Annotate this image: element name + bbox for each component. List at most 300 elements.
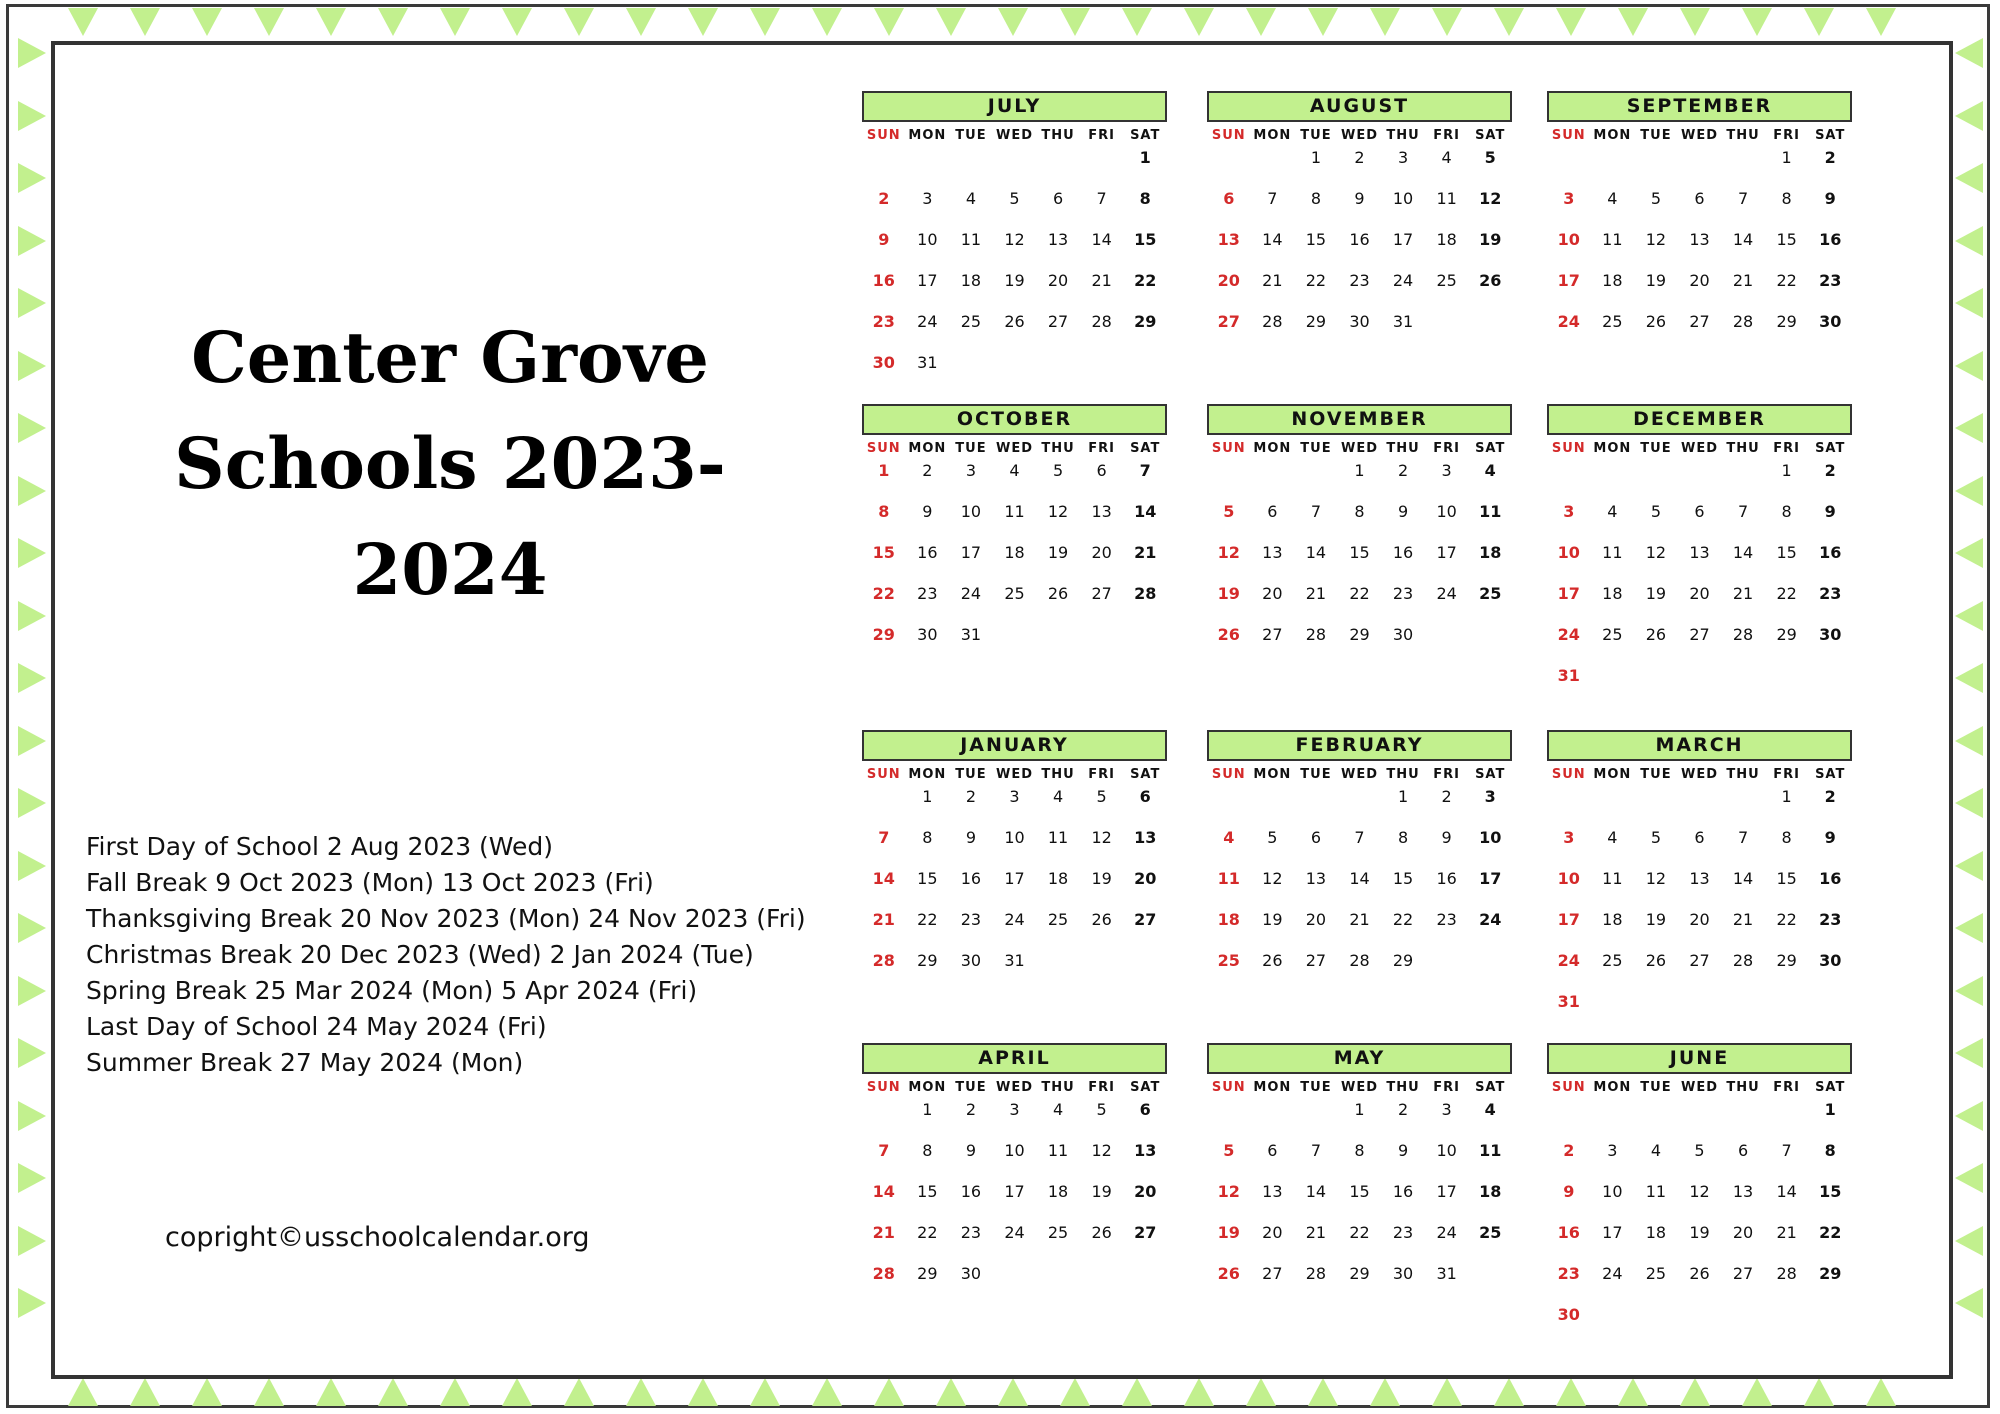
day-cell: 28: [1732, 951, 1754, 970]
day-cell: 28: [1732, 625, 1754, 644]
day-cell: 20: [1047, 271, 1069, 290]
day-cell: 10: [960, 502, 982, 521]
border-triangle: [316, 1378, 346, 1406]
week-row: [862, 353, 1167, 394]
day-cell: 26: [1645, 625, 1667, 644]
day-cell: 11: [1479, 1141, 1502, 1160]
weekday-label: SUN: [866, 767, 901, 782]
day-cell: 21: [1732, 584, 1754, 603]
day-cell: 30: [1392, 625, 1414, 644]
day-cell: 3: [922, 189, 933, 208]
day-cell: [1080, 353, 1124, 394]
week-row: [1207, 1264, 1512, 1305]
day-cell: 25: [1479, 1223, 1502, 1242]
month-calendar-november: [1207, 404, 1512, 666]
day-cell: 9: [922, 502, 933, 521]
day-cell: [1721, 1100, 1765, 1141]
day-cell: 21: [872, 1223, 895, 1242]
border-triangle: [750, 8, 780, 36]
week-row: [862, 828, 1167, 869]
week-row: [1207, 461, 1512, 502]
border-triangle: [254, 1378, 284, 1406]
day-cell: 8: [1310, 189, 1322, 208]
week-row: [862, 189, 1167, 230]
week-row: [862, 230, 1167, 271]
day-cell: 27: [1262, 1264, 1283, 1283]
day-cell: 17: [1479, 869, 1502, 888]
day-cell: 12: [1645, 230, 1667, 249]
day-cell: 23: [872, 312, 895, 331]
week-row: [862, 1264, 1167, 1305]
day-cell: 13: [1134, 1141, 1157, 1160]
day-cell: 24: [1436, 1223, 1457, 1242]
day-cell: 2: [1824, 148, 1836, 167]
week-row: [862, 910, 1167, 951]
border-triangle: [1955, 788, 1983, 818]
weekday-label: FRI: [1773, 767, 1800, 782]
day-cell: 14: [1732, 230, 1754, 249]
weekday-label: SAT: [1475, 767, 1506, 782]
border-triangle: [18, 1226, 46, 1256]
weekday-label: WED: [1340, 767, 1378, 782]
border-triangle: [1680, 8, 1710, 36]
border-triangle: [1308, 8, 1338, 36]
weekday-header-row: [1207, 128, 1512, 148]
day-cell: 1: [1781, 148, 1792, 167]
day-cell: 11: [1645, 1182, 1667, 1201]
day-cell: 21: [872, 910, 895, 929]
day-cell: 8: [1781, 828, 1792, 847]
day-cell: [1547, 148, 1591, 189]
weekday-label: FRI: [1433, 128, 1460, 143]
week-row: [1547, 951, 1852, 992]
month-name: FEBRUARY: [1207, 730, 1512, 761]
border-triangle: [936, 1378, 966, 1406]
day-cell: 29: [1392, 951, 1414, 970]
day-cell: 7: [878, 1141, 890, 1160]
day-cell: 6: [1052, 189, 1064, 208]
day-cell: 12: [1479, 189, 1502, 208]
event-item: Fall Break 9 Oct 2023 (Mon) 13 Oct 2023 (Fri): [86, 868, 654, 897]
day-cell: 5: [1009, 189, 1020, 208]
border-triangle: [1804, 8, 1834, 36]
border-triangle: [874, 1378, 904, 1406]
day-cell: 21: [1732, 910, 1754, 929]
day-cell: 23: [1436, 910, 1457, 929]
day-cell: 11: [1047, 828, 1069, 847]
day-cell: 14: [1134, 502, 1157, 521]
day-cell: 8: [1781, 502, 1792, 521]
day-cell: 1: [1397, 787, 1409, 806]
day-cell: 14: [1732, 543, 1754, 562]
day-cell: [1678, 787, 1722, 828]
day-cell: 29: [1776, 312, 1797, 331]
weekday-label: SUN: [1211, 128, 1246, 143]
day-cell: 10: [1436, 502, 1457, 521]
weekday-label: WED: [995, 441, 1033, 456]
day-cell: 16: [872, 271, 895, 290]
border-triangle: [1955, 1038, 1983, 1068]
weekday-label: SAT: [1475, 128, 1506, 143]
day-cell: 19: [1645, 271, 1667, 290]
day-cell: 29: [1776, 951, 1797, 970]
day-cell: 18: [960, 271, 982, 290]
weekday-label: WED: [995, 1080, 1033, 1095]
day-cell: 2: [1824, 461, 1836, 480]
day-cell: [1036, 1264, 1080, 1305]
day-cell: 14: [1091, 230, 1112, 249]
day-cell: 14: [872, 869, 895, 888]
day-cell: 2: [1397, 461, 1409, 480]
day-cell: [1547, 787, 1591, 828]
event-item: Thanksgiving Break 20 Nov 2023 (Mon) 24 Nov 2023 (Fri): [86, 904, 806, 933]
day-cell: 2: [1824, 787, 1836, 806]
day-cell: 20: [1305, 910, 1327, 929]
weekday-label: TUE: [1640, 441, 1672, 456]
day-cell: 5: [1694, 1141, 1705, 1160]
day-cell: 20: [1217, 271, 1240, 290]
day-cell: 26: [1091, 1223, 1112, 1242]
weekday-header-row: [862, 128, 1167, 148]
day-cell: 12: [1091, 828, 1112, 847]
weekday-label: MON: [1593, 128, 1632, 143]
day-cell: [1425, 625, 1469, 666]
day-cell: 19: [1479, 230, 1502, 249]
weekday-label: WED: [1340, 128, 1378, 143]
day-cell: 23: [1392, 584, 1414, 603]
day-cell: [1591, 1305, 1635, 1346]
day-cell: [1123, 625, 1167, 666]
event-item: Spring Break 25 Mar 2024 (Mon) 5 Apr 2024 (Fri): [86, 976, 698, 1005]
weekday-header-row: [1547, 1080, 1852, 1100]
border-triangle: [1955, 538, 1983, 568]
week-row: [1547, 1100, 1852, 1141]
day-cell: 17: [1557, 584, 1580, 603]
day-cell: 22: [917, 910, 938, 929]
day-cell: 16: [1819, 869, 1842, 888]
weekday-header-row: [862, 767, 1167, 787]
day-cell: 28: [872, 951, 895, 970]
week-row: [862, 312, 1167, 353]
border-triangle: [1184, 8, 1214, 36]
border-triangle: [1370, 8, 1400, 36]
week-row: [1547, 312, 1852, 353]
day-cell: 4: [1223, 828, 1235, 847]
day-cell: 18: [1479, 543, 1502, 562]
day-cell: 9: [1397, 1141, 1409, 1160]
day-cell: 25: [1047, 910, 1069, 929]
border-triangle: [1060, 1378, 1090, 1406]
day-cell: 31: [917, 353, 938, 372]
border-triangle: [1556, 1378, 1586, 1406]
day-cell: 16: [1392, 543, 1414, 562]
day-cell: 11: [1602, 869, 1623, 888]
day-cell: 3: [1563, 502, 1575, 521]
week-row: [1547, 992, 1852, 1033]
day-cell: 27: [1689, 312, 1710, 331]
weekday-label: TUE: [1300, 767, 1332, 782]
day-cell: [1678, 1100, 1722, 1141]
day-cell: 31: [1436, 1264, 1457, 1283]
day-cell: [1468, 1264, 1512, 1305]
day-cell: [1338, 787, 1382, 828]
day-cell: 30: [917, 625, 938, 644]
day-cell: 31: [1004, 951, 1025, 970]
day-cell: [1765, 666, 1809, 707]
day-cell: 30: [1819, 625, 1842, 644]
day-cell: [1080, 625, 1124, 666]
day-cell: 18: [1217, 910, 1240, 929]
day-cell: 11: [1047, 1141, 1069, 1160]
border-triangle: [626, 1378, 656, 1406]
day-cell: 4: [1607, 828, 1618, 847]
event-item: Christmas Break 20 Dec 2023 (Wed) 2 Jan 2024 (Tue): [86, 940, 754, 969]
day-cell: 4: [1484, 461, 1496, 480]
month-calendar-june: [1547, 1043, 1852, 1346]
border-triangle: [378, 1378, 408, 1406]
weekday-label: THU: [1726, 1080, 1760, 1095]
week-row: [862, 1182, 1167, 1223]
day-cell: 21: [1305, 1223, 1327, 1242]
day-cell: 19: [1091, 1182, 1112, 1201]
day-cell: 9: [1563, 1182, 1575, 1201]
day-cell: [1591, 787, 1635, 828]
day-cell: [1123, 951, 1167, 992]
day-cell: 8: [1397, 828, 1409, 847]
day-cell: [1036, 148, 1080, 189]
day-cell: 9: [878, 230, 890, 249]
day-cell: 21: [1349, 910, 1370, 929]
day-cell: [1468, 625, 1512, 666]
day-cell: 28: [1776, 1264, 1797, 1283]
day-cell: [862, 1100, 906, 1141]
day-cell: 29: [872, 625, 895, 644]
event-list: [86, 829, 806, 1081]
weekday-label: THU: [1386, 128, 1420, 143]
weekday-header-row: [1547, 767, 1852, 787]
day-cell: 14: [1349, 869, 1370, 888]
day-cell: 13: [1262, 1182, 1283, 1201]
day-cell: [1721, 461, 1765, 502]
border-triangle: [18, 1163, 46, 1193]
day-cell: [1036, 625, 1080, 666]
day-cell: 10: [1557, 543, 1580, 562]
week-row: [1207, 230, 1512, 271]
day-cell: 28: [1305, 625, 1327, 644]
day-cell: 20: [1091, 543, 1112, 562]
week-row: [862, 1100, 1167, 1141]
day-cell: 26: [1217, 1264, 1240, 1283]
day-cell: 27: [1217, 312, 1240, 331]
day-cell: 18: [1602, 584, 1623, 603]
day-cell: [1634, 666, 1678, 707]
weekday-label: FRI: [1773, 128, 1800, 143]
day-cell: 28: [872, 1264, 895, 1283]
day-cell: 12: [1645, 543, 1667, 562]
day-cell: 28: [1732, 312, 1754, 331]
day-cell: 24: [1436, 584, 1457, 603]
day-cell: 31: [1557, 666, 1580, 685]
day-cell: 12: [1217, 1182, 1240, 1201]
weekday-label: MON: [908, 767, 947, 782]
border-triangle: [130, 8, 160, 36]
day-cell: 10: [1392, 189, 1414, 208]
border-triangle: [440, 1378, 470, 1406]
day-cell: [906, 148, 950, 189]
day-cell: 5: [1223, 502, 1235, 521]
day-cell: 2: [1354, 148, 1365, 167]
day-cell: 6: [1694, 828, 1705, 847]
day-cell: [1425, 951, 1469, 992]
week-row: [1207, 625, 1512, 666]
day-cell: 14: [1305, 543, 1327, 562]
day-cell: 15: [1776, 230, 1797, 249]
day-cell: 9: [1824, 189, 1836, 208]
week-row: [862, 461, 1167, 502]
day-cell: 7: [1737, 502, 1749, 521]
day-cell: 6: [1223, 189, 1235, 208]
week-row: [1207, 1182, 1512, 1223]
day-cell: 10: [1557, 869, 1580, 888]
weekday-label: MON: [1253, 441, 1292, 456]
border-triangle: [812, 8, 842, 36]
weekday-label: TUE: [955, 128, 987, 143]
weekday-label: WED: [1680, 767, 1718, 782]
weekday-label: WED: [1680, 1080, 1718, 1095]
border-triangle: [564, 1378, 594, 1406]
day-cell: 24: [1392, 271, 1414, 290]
day-cell: [1591, 461, 1635, 502]
weekday-label: SUN: [1551, 767, 1586, 782]
day-cell: 31: [1392, 312, 1414, 331]
weekday-label: THU: [1726, 767, 1760, 782]
day-cell: 24: [1004, 910, 1025, 929]
day-cell: 26: [1645, 312, 1667, 331]
event-item: Summer Break 27 May 2024 (Mon): [86, 1048, 524, 1077]
title-line: Center Grove: [191, 316, 709, 399]
day-cell: 13: [1689, 543, 1710, 562]
month-calendar-december: [1547, 404, 1852, 707]
day-cell: 23: [1819, 584, 1842, 603]
border-triangle: [812, 1378, 842, 1406]
day-cell: 5: [1650, 828, 1662, 847]
day-cell: 9: [965, 1141, 977, 1160]
day-cell: 14: [1732, 869, 1754, 888]
week-row: [862, 271, 1167, 312]
day-cell: [1468, 312, 1512, 353]
day-cell: 17: [1436, 1182, 1457, 1201]
day-cell: 3: [965, 461, 977, 480]
month-name: MAY: [1207, 1043, 1512, 1074]
day-cell: 19: [1217, 584, 1240, 603]
day-cell: 19: [1047, 543, 1069, 562]
day-cell: 29: [1776, 625, 1797, 644]
border-triangle: [1955, 226, 1983, 256]
border-triangle: [18, 663, 46, 693]
weekday-label: FRI: [1433, 767, 1460, 782]
day-cell: 5: [1267, 828, 1278, 847]
day-cell: 1: [1824, 1100, 1836, 1119]
day-cell: 1: [878, 461, 890, 480]
month-calendar-july: [862, 91, 1167, 394]
weekday-label: MON: [1253, 767, 1292, 782]
day-cell: 28: [1262, 312, 1283, 331]
day-cell: [1765, 1305, 1809, 1346]
week-row: [1547, 1305, 1852, 1346]
border-triangle: [18, 413, 46, 443]
day-cell: 24: [1479, 910, 1502, 929]
day-cell: 18: [1602, 271, 1623, 290]
day-cell: 1: [1354, 1100, 1365, 1119]
day-cell: 9: [1354, 189, 1365, 208]
weekday-label: MON: [908, 441, 947, 456]
day-cell: 26: [1217, 625, 1240, 644]
day-cell: [1468, 951, 1512, 992]
weekday-label: THU: [1386, 1080, 1420, 1095]
month-calendar-august: [1207, 91, 1512, 353]
weekday-label: MON: [908, 128, 947, 143]
day-cell: [1251, 1100, 1295, 1141]
day-cell: [1251, 461, 1295, 502]
day-cell: 8: [878, 502, 890, 521]
day-cell: [1808, 666, 1852, 707]
weekday-header-row: [862, 441, 1167, 461]
day-cell: 19: [1004, 271, 1025, 290]
day-cell: 11: [960, 230, 982, 249]
border-triangle: [1432, 1378, 1462, 1406]
week-row: [1207, 148, 1512, 189]
day-cell: [1808, 1305, 1852, 1346]
week-row: [862, 787, 1167, 828]
day-cell: 12: [1689, 1182, 1710, 1201]
day-cell: 20: [1732, 1223, 1754, 1242]
border-triangle: [378, 8, 408, 36]
day-cell: [1036, 353, 1080, 394]
day-cell: [1591, 1100, 1635, 1141]
weekday-label: THU: [1386, 767, 1420, 782]
day-cell: 17: [1004, 869, 1025, 888]
day-cell: [1080, 951, 1124, 992]
week-row: [862, 951, 1167, 992]
border-triangle: [18, 601, 46, 631]
day-cell: 19: [1645, 584, 1667, 603]
day-cell: 21: [1305, 584, 1327, 603]
day-cell: [1207, 787, 1251, 828]
day-cell: 29: [917, 1264, 938, 1283]
day-cell: [949, 148, 993, 189]
border-triangle: [1122, 1378, 1152, 1406]
month-calendar-may: [1207, 1043, 1512, 1305]
weekday-label: WED: [1680, 128, 1718, 143]
border-triangle: [1955, 1101, 1983, 1131]
border-triangle: [626, 8, 656, 36]
day-cell: 22: [1305, 271, 1327, 290]
weekday-label: SAT: [1130, 128, 1161, 143]
border-triangle: [18, 851, 46, 881]
day-cell: 16: [960, 1182, 982, 1201]
week-row: [1547, 625, 1852, 666]
week-row: [1547, 230, 1852, 271]
day-cell: 11: [1602, 230, 1623, 249]
border-triangle: [1955, 663, 1983, 693]
day-cell: 25: [960, 312, 982, 331]
border-triangle: [1680, 1378, 1710, 1406]
border-triangle: [1308, 1378, 1338, 1406]
day-cell: 4: [1650, 1141, 1662, 1160]
border-triangle: [18, 788, 46, 818]
day-cell: 4: [1441, 148, 1452, 167]
day-cell: 4: [1009, 461, 1020, 480]
